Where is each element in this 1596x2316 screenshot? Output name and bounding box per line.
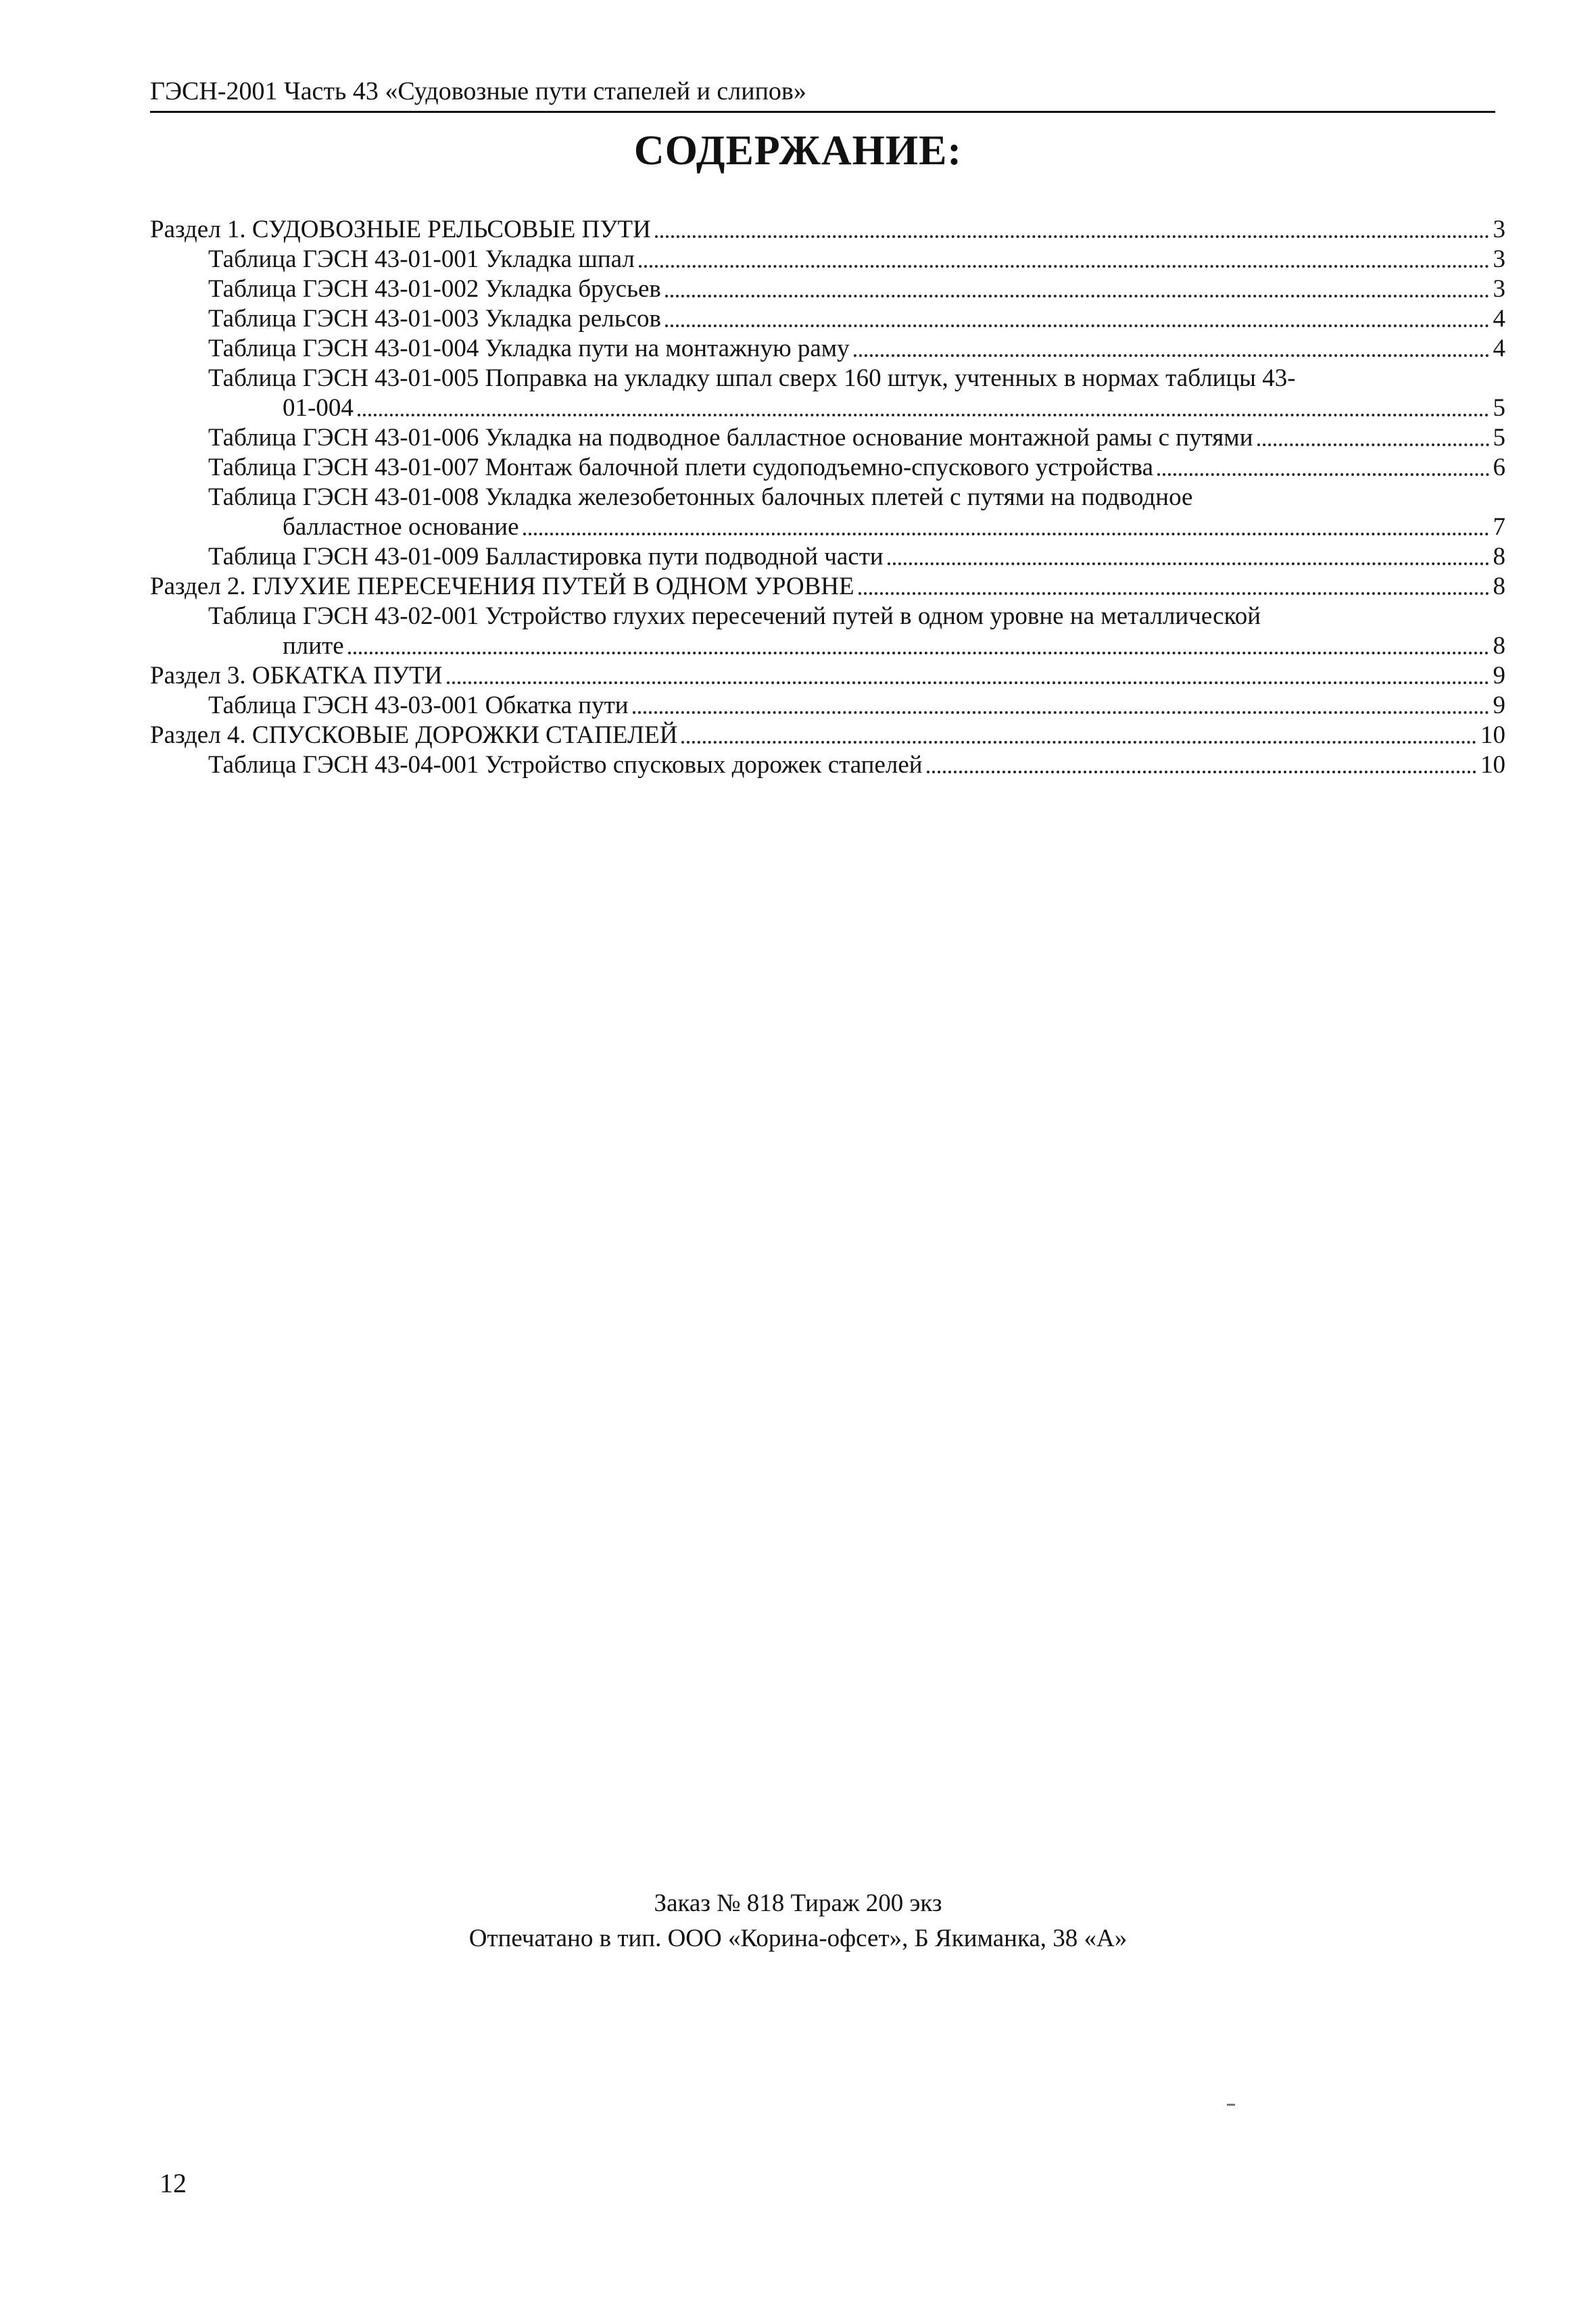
dot-leader [1157, 473, 1489, 476]
toc-page: 8 [1493, 573, 1505, 600]
toc-table-43-01-002[interactable] [150, 274, 1505, 304]
toc-page: 5 [1493, 424, 1505, 452]
toc-table-43-01-005[interactable] [150, 393, 1505, 423]
dot-leader [681, 741, 1476, 744]
toc-section-1[interactable] [150, 215, 1505, 245]
toc-table-43-01-009[interactable] [150, 542, 1505, 572]
toc-label: Раздел 4. СПУСКОВЫЕ ДОРОЖКИ СТАПЕЛЕЙ [150, 721, 678, 749]
dot-leader [854, 354, 1489, 357]
toc-table-43-02-001[interactable] [150, 631, 1505, 661]
dot-leader [523, 533, 1489, 535]
toc-label: 01-004 [283, 394, 354, 422]
toc-page: 3 [1493, 275, 1505, 303]
toc-label: плите [283, 632, 344, 660]
toc-table-43-03-001[interactable] [150, 691, 1505, 721]
toc-label: Таблица ГЭСН 43-01-002 Укладка брусьев [208, 275, 661, 303]
toc-label: Таблица ГЭСН 43-01-006 Укладка на подводное балластное основание монтажной рамы с путями [208, 424, 1253, 452]
toc-table-43-04-001[interactable] [150, 750, 1505, 780]
toc-page: 10 [1480, 721, 1505, 749]
table-of-contents [150, 215, 1505, 780]
running-header: ГЭСН-2001 Часть 43 «Судовозные пути стапелей и слипов» [150, 76, 1495, 113]
imprint-printer-line: Отпечатано в тип. ООО «Корина-офсет», Б Якиманка, 38 «А» [468, 1925, 1128, 1952]
toc-page: 6 [1493, 454, 1505, 481]
toc-table-43-01-003[interactable] [150, 304, 1505, 334]
page-number: 12 [160, 2168, 187, 2198]
toc-label: Таблица ГЭСН 43-01-009 Балластировка пути подводной части [208, 543, 884, 571]
toc-label: балластное основание [283, 513, 519, 541]
toc-label: Раздел 1. СУДОВОЗНЫЕ РЕЛЬСОВЫЕ ПУТИ [150, 216, 651, 243]
imprint [0, 1886, 1596, 1956]
toc-table-43-01-005-line1[interactable]: Таблица ГЭСН 43-01-005 Поправка на укладку шпал сверх 160 штук, учтенных в нормах таблицы 43- [208, 364, 1296, 392]
toc-table-43-01-001[interactable] [150, 245, 1505, 274]
toc-page: 7 [1493, 513, 1505, 541]
toc-page: 3 [1493, 216, 1505, 243]
dot-leader [665, 295, 1489, 297]
toc-page: 8 [1493, 543, 1505, 571]
dot-leader [927, 771, 1476, 773]
toc-page: 4 [1493, 335, 1505, 362]
toc-label: Таблица ГЭСН 43-03-001 Обкатка пути [208, 692, 629, 719]
toc-page: 10 [1480, 751, 1505, 779]
toc-label: Таблица ГЭСН 43-01-001 Укладка шпал [208, 245, 635, 273]
toc-section-4[interactable] [150, 721, 1505, 750]
toc-label: Раздел 3. ОБКАТКА ПУТИ [150, 662, 443, 690]
dot-leader [639, 265, 1489, 268]
dot-leader [633, 711, 1489, 714]
dot-leader [888, 562, 1489, 565]
toc-table-43-01-008-line1[interactable]: Таблица ГЭСН 43-01-008 Укладка железобетонных балочных плетей с путями на подводное [208, 483, 1193, 511]
toc-section-2[interactable] [150, 572, 1505, 602]
toc-page: 9 [1493, 692, 1505, 719]
toc-table-43-01-004[interactable] [150, 334, 1505, 364]
scan-speck [1227, 2104, 1235, 2106]
toc-section-3[interactable] [150, 661, 1505, 691]
toc-table-43-01-006[interactable] [150, 423, 1505, 453]
toc-label: Таблица ГЭСН 43-04-001 Устройство спусковых дорожек стапелей [208, 751, 923, 779]
toc-table-43-01-007[interactable] [150, 453, 1505, 483]
toc-label: Раздел 2. ГЛУХИЕ ПЕРЕСЕЧЕНИЯ ПУТЕЙ В ОДНОМ УРОВНЕ [150, 573, 854, 600]
toc-page: 3 [1493, 245, 1505, 273]
page-title: СОДЕРЖАНИЕ: [633, 128, 963, 174]
toc-label: Таблица ГЭСН 43-01-003 Укладка рельсов [208, 305, 661, 333]
dot-leader [665, 324, 1489, 327]
toc-page: 4 [1493, 305, 1505, 333]
toc-page: 5 [1493, 394, 1505, 422]
toc-table-43-01-008[interactable] [150, 512, 1505, 542]
dot-leader [348, 652, 1489, 654]
toc-label: Таблица ГЭСН 43-01-007 Монтаж балочной плети судоподъемно-спускового устройства [208, 454, 1154, 481]
toc-table-43-02-001-line1[interactable]: Таблица ГЭСН 43-02-001 Устройство глухих пересечений путей в одном уровне на металлической [208, 602, 1261, 630]
dot-leader [447, 681, 1489, 684]
dot-leader [655, 235, 1489, 238]
dot-leader [859, 592, 1489, 595]
toc-page: 9 [1493, 662, 1505, 690]
dot-leader [1257, 443, 1489, 446]
toc-page: 8 [1493, 632, 1505, 660]
toc-label: Таблица ГЭСН 43-01-004 Укладка пути на монтажную раму [208, 335, 850, 362]
imprint-order-line: Заказ № 818 Тираж 200 экз [654, 1889, 942, 1917]
dot-leader [358, 414, 1489, 416]
